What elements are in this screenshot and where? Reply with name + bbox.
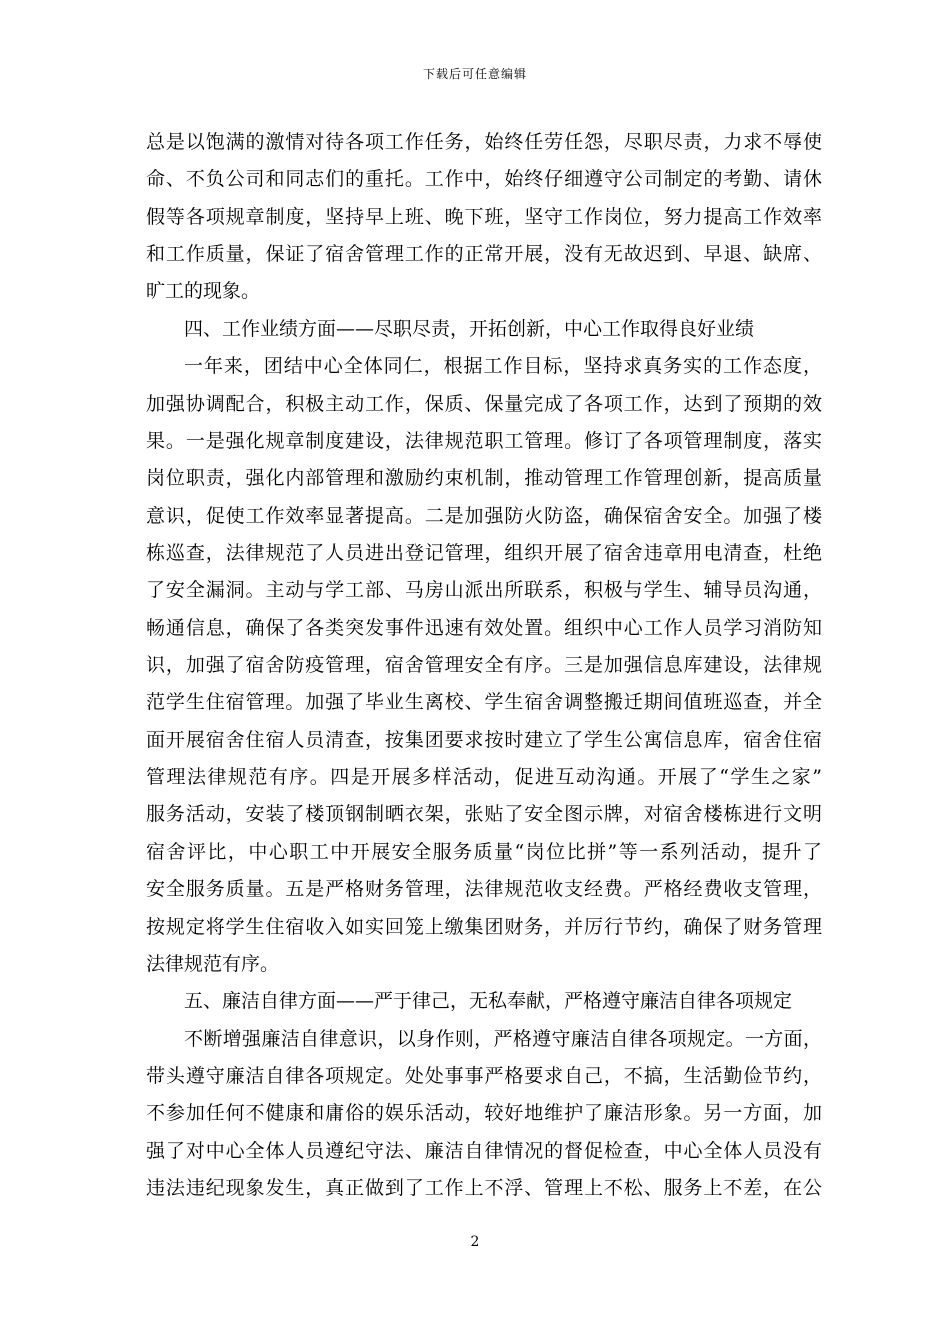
page-header: 下载后可任意编辑 bbox=[422, 67, 527, 81]
text-line: 不断增强廉洁自律意识，以身作则，严格遵守廉洁自律各项规定。一方面， bbox=[184, 1027, 822, 1050]
text-line: 安全服务质量。五是严格财务管理，法律规范收支经费。严格经费收支管理， bbox=[146, 878, 822, 901]
text-line: 法律规范有序。 bbox=[146, 952, 280, 975]
text-line: 旷工的现象。 bbox=[146, 280, 261, 303]
text-line: 服务活动，安装了楼顶钢制晒衣架，张贴了安全图示牌，对宿舍楼栋进行文明 bbox=[146, 803, 822, 826]
text-line: 宿舍评比，中心职工中开展安全服务质量“岗位比拼”等一系列活动，提升了 bbox=[146, 840, 822, 863]
text-line: 带头遵守廉洁自律各项规定。处处事事严格要求自己，不搞，生活勤俭节约， bbox=[146, 1064, 822, 1087]
text-line: 意识，促使工作效率显著提高。二是加强防火防盗，确保宿舍安全。加强了楼 bbox=[146, 504, 822, 527]
text-line: 面开展宿舍住宿人员清查，按集团要求按时建立了学生公寓信息库，宿舍住宿 bbox=[146, 728, 822, 751]
text-line: 加强协调配合，积极主动工作，保质、保量完成了各项工作，达到了预期的效 bbox=[146, 392, 822, 415]
text-line: 和工作质量，保证了宿舍管理工作的正常开展，没有无故迟到、早退、缺席、 bbox=[146, 243, 822, 266]
text-line: 按规定将学生住宿收入如实回笼上缴集团财务，并厉行节约，确保了财务管理 bbox=[146, 915, 822, 938]
text-line: 一年来，团结中心全体同仁，根据工作目标，坚持求真务实的工作态度， bbox=[184, 355, 822, 378]
text-line: 了安全漏洞。主动与学工部、马房山派出所联系，积极与学生、辅导员沟通， bbox=[146, 579, 822, 602]
text-line: 畅通信息，确保了各类突发事件迅速有效处置。组织中心工作人员学习消防知 bbox=[146, 616, 822, 639]
text-line: 总是以饱满的激情对待各项工作任务，始终任劳任怨，尽职尽责，力求不辱使 bbox=[146, 131, 822, 153]
text-line: 岗位职责，强化内部管理和激励约束机制，推动管理工作管理创新，提高质量 bbox=[146, 467, 822, 490]
page-number: 2 bbox=[470, 1234, 480, 1250]
text-line: 栋巡查，法律规范了人员进出登记管理，组织开展了宿舍违章用电清查，杜绝 bbox=[146, 541, 822, 564]
text-line: 假等各项规章制度，坚持早上班、晚下班，坚守工作岗位，努力提高工作效率 bbox=[146, 205, 822, 228]
text-line: 不参加任何不健康和庸俗的娱乐活动，较好地维护了廉洁形象。另一方面，加 bbox=[146, 1102, 822, 1125]
text-line: 管理法律规范有序。四是开展多样活动，促进互动沟通。开展了“学生之家” bbox=[146, 766, 822, 789]
text-line: 识，加强了宿舍防疫管理，宿舍管理安全有序。三是加强信息库建设，法律规 bbox=[146, 654, 822, 677]
text-line: 果。一是强化规章制度建设，法律规范职工管理。修订了各项管理制度，落实 bbox=[146, 429, 822, 452]
section-heading-4: 四、工作业绩方面——尽职尽责，开拓创新，中心工作取得良好业绩 bbox=[184, 317, 755, 340]
text-line: 范学生住宿管理。加强了毕业生离校、学生宿舍调整搬迁期间值班巡查，并全 bbox=[146, 691, 822, 714]
document-body bbox=[146, 124, 822, 1207]
text-line: 违法违纪现象发生，真正做到了工作上不浮、管理上不松、服务上不差，在公 bbox=[146, 1177, 822, 1200]
text-line: 命、不负公司和同志们的重托。工作中，始终仔细遵守公司制定的考勤、请休 bbox=[146, 168, 822, 191]
section-heading-5: 五、廉洁自律方面——严于律己，无私奉献，严格遵守廉洁自律各项规定 bbox=[184, 990, 793, 1013]
text-line: 强了对中心全体人员遵纪守法、廉洁自律情况的督促检查，中心全体人员没有 bbox=[146, 1139, 822, 1162]
